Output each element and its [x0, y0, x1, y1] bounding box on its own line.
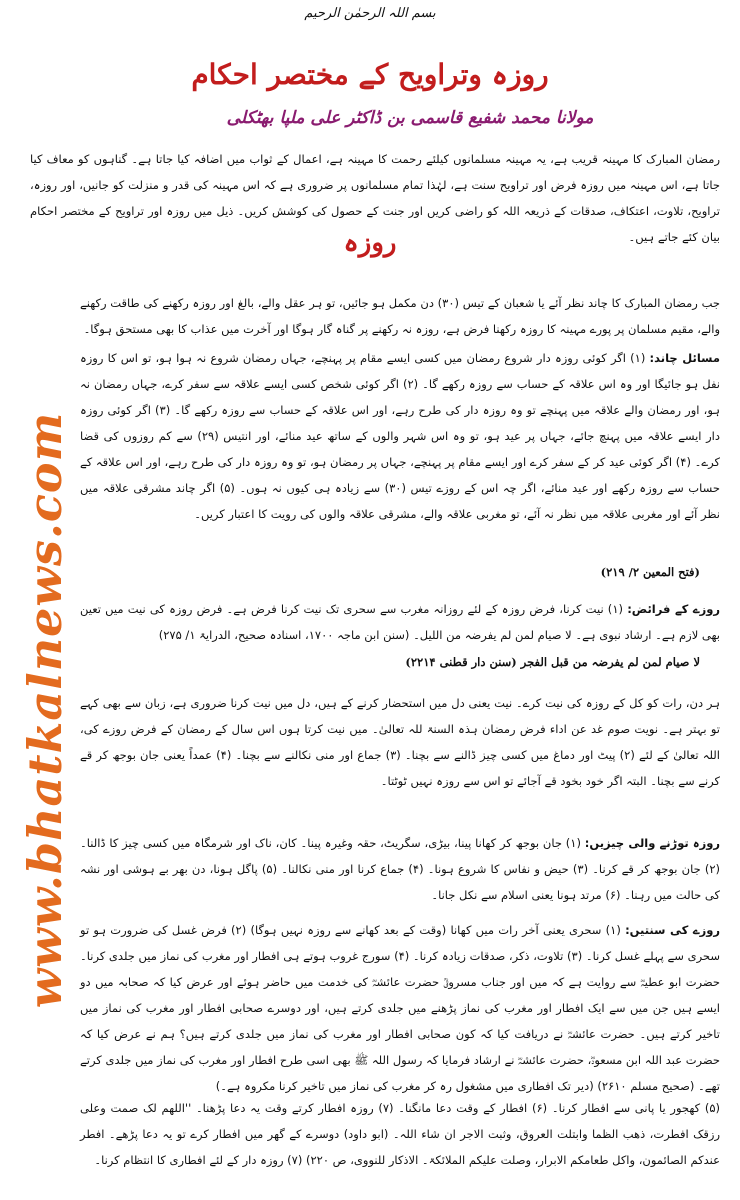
sunnahs-paragraph: [80, 917, 720, 1099]
section-heading-roza: روزہ: [343, 228, 397, 258]
invalidators-paragraph: [80, 830, 720, 908]
iftar-dua-paragraph: (۵) کھجور یا پانی سے افطار کرنا۔ (۶) افطار کے وقت دعا مانگنا۔ (۷) روزہ افطار کرتے وقت یہ دعا پڑھنا۔ ''اللھم لک صمت وعلی رزقک افطرت، ذھب الظما وابتلت العروق، وثبت الاجر ان شاء اللہ۔ (ابو داود) دوسرے کے گھر میں افطار کرے تو یہ دعا پڑھے۔ افطر عندکم الصائمون، واکل طعامکم الابرار، وصلت علیکم الملائکۃ۔ الاذکار للنووی، ص ۲۲۰) (۷) روزہ دار کے لئے افطاری کا انتظام کرنا۔: [80, 1101, 720, 1167]
moon-rulings-text: (۱) اگر کوئی روزہ دار شروع رمضان میں کسی ایسے مقام پر پہنچے، جہاں رمضان شروع نہ ہوا ہو، تو اس کا روزہ نفل ہو جائیگا اور وہ اس علاقہ کے حساب سے روزہ رکھے گا۔ (۲) اگر کوئی شخص کسی ایسے علاقہ سے سفر کرے، جہاں رمضان نہ ہو، اور رمضان والے علاقہ میں پہنچے تو وہ روزہ دار کی طرح رہے، اور اس علاقہ کے حساب سے روزہ رکھے گا۔ (۳) اگر کوئی روزہ دار ایسے علاقہ میں پہنچ جائے، جہاں پر عید ہو، تو وہ اس شہر والوں کے ساتھ عید منائے، اور انتیس (۲۹) سے کم روزوں کی قضا کرے۔ (۴) اگر کوئی عید کر کے سفر کرے اور ایسے مقام پر پہنچے، جہاں پر رمضان ہو، تو وہ روزہ دار کی طرح رہے، اور اس علاقہ کے حساب سے روزہ رکھے اور عید منائے، اگر چہ اس کے روزے تیس (۳۰) سے زیادہ ہی کیوں نہ ہوں۔ (۵) اگر چاند مشرقی علاقہ میں نظر آئے اور مغربی علاقہ میں نظر نہ آئے، تو مغربی علاقہ والے، مشرقی علاقہ والوں کی رویت کا اعتبار کریں۔: [80, 351, 721, 521]
intro-paragraph: رمضان المبارک کا مہینہ قریب ہے، یہ مہینہ مسلمانوں کیلئے رحمت کا مہینہ ہے، اعمال کے ثواب میں اضافہ کیا جاتا ہے۔ گناہوں کو معاف کیا جاتا ہے، اس مہینہ میں روزہ فرض اور تراویح سنت ہے، لہٰذا تمام مسلمانوں پر ضروری ہے کہ اس مہینہ کی قدر و منزلت کو جانیں، اور روزہ، تراویح، تلاوت، اعتکاف، صدقات کے ذریعہ اللہ کو راضی کریں اور جنت کے حصول کی کوشش کریں۔ ذیل میں روزہ اور تراویح کے مختصر احکام بیان کئے جاتے ہیں۔: [30, 152, 720, 244]
invalidators-text: (۱) جان بوجھ کر کھانا پینا، بیڑی، سگریٹ، حقہ وغیرہ پینا۔ کان، ناک اور شرمگاہ میں کسی چیز کا ڈالنا۔ (۲) جان بوجھ کر قے کرنا۔ (۳) حیض و نفاس کا شروع ہونا۔ (۴) جماع کرنا اور منی نکالنا۔ (۵) پاگل ہونا، دن بھر بے ہوشی اور نشہ کی حالت میں رہنا۔ (۶) مرتد ہونا یعنی اسلام سے نکل جانا۔: [80, 836, 721, 902]
sunnahs-text: (۱) سحری یعنی آخر رات میں کھانا (وقت کے بعد کھانے سے روزہ نہیں ہوگا) (۲) فرض غسل کی ضرورت ہو تو سحری سے پہلے غسل کرنا۔ (۳) تلاوت، ذکر، صدقات زیادہ کرنا۔ (۴) سورج غروب ہوتے ہی افطار اور مغرب کی نماز میں جلدی کرنا۔ حضرت ابو عطیہؓ سے روایت ہے کہ میں اور جناب مسروقؒ حضرت عائشہؓ کی خدمت میں حاضر ہوئے اور عرض کیا کہ صحابہ میں دو ایسے ہیں جن میں سے ایک افطار اور مغرب کی نماز پڑھنے میں جلدی کرتے ہیں، اور دوسرے صحابی افطار اور مغرب کی نماز میں تاخیر کرتے ہیں۔ حضرت عائشہؓ نے دریافت کیا کہ کون صحابی افطار اور مغرب کی نماز میں جلدی کرتے ہیں؟ ہم نے عرض کیا کہ حضرت عبد اللہ ابن مسعودؓ، حضرت عائشہؓ نے ارشاد فرمایا کہ رسول اللہ ﷺ بھی اسی طرح افطار اور مغرب کی نماز میں جلدی کرتے تھے۔ (صحیح مسلم ۲۶۱۰) (دیر تک افطاری میں مشغول رہ کر مغرب کی نماز میں تاخیر کرنا مکروہ ہے۔): [80, 923, 720, 1093]
obligation-paragraph: جب رمضان المبارک کا چاند نظر آئے یا شعبان کے تیس (۳۰) دن مکمل ہو جائیں، تو ہر عقل والے، بالغ اور روزہ رکھنے کی طاقت رکھنے والے، مقیم مسلمان پر پورے مہینہ کا روزہ رکھنا فرض ہے، روزہ نہ رکھنے پر گناہ گار ہوگا اور آخرت میں عذاب کا بھی مستحق ہوگا۔: [80, 296, 720, 336]
fasting-obligations-paragraph: [80, 596, 720, 648]
author-byline: مولانا محمد شفیع قاسمی بن ڈاکٹر علی ملپا بھٹکلی: [226, 108, 594, 128]
fasting-obligations-text: (۱) نیت کرنا، فرض روزہ کے لئے روزانہ مغرب سے سحری تک نیت کرنا فرض ہے۔ فرض روزہ کی نیت میں تعین بھی لازم ہے۔ ارشاد نبوی ہے۔ لا صیام لمن لم یفرضہ من اللیل۔ (سنن ابن ماجہ ۱۷۰۰، اسنادہ صحیح، الدرایۃ ۱/ ۲۷۵): [80, 602, 720, 642]
fasting-obligations-heading: روزے کے فرائض:: [627, 602, 721, 616]
reference-fath-al-muin: (فتح المعین ۲/ ۲۱۹): [600, 565, 700, 579]
sunnahs-heading: روزے کی سنتیں:: [625, 923, 721, 937]
bismillah-heading: بسم اللہ الرحمٰن الرحیم: [304, 6, 436, 21]
site-watermark: www.bhatkalnews.com: [18, 411, 72, 1009]
moon-rulings-paragraph: [80, 345, 720, 527]
article-title: روزہ وتراویح کے مختصر احکام: [191, 58, 549, 91]
moon-rulings-heading: مسائل چاند:: [649, 351, 720, 365]
intention-paragraph: ہر دن، رات کو کل کے روزہ کی نیت کرے۔ نیت یعنی دل میں استحضار کرنے کے ہیں، دل میں نیت کرنا ضروری ہے، زبان سے بھی کہے تو بہتر ہے۔ نویت صوم غد عن اداء فرض رمضان ہذہ السنۃ للہ تعالیٰ۔ میں نیت کرتا ہوں اس سال کے رمضان کے فرض روزے کی، اللہ تعالیٰ کے لئے (۲) پیٹ اور دماغ میں کسی چیز ڈالنے سے بچنا۔ (۳) جماع اور منی نکالنے سے بچنا۔ (۴) عمداً یعنی جان بوجھ کر قے کرنے سے بچنا۔ البتہ اگر خود بخود قے آجائے تو اس سے روزہ نہیں ٹوٹتا۔: [80, 696, 720, 788]
reference-daraqutni: لا صیام لمن لم یفرضہ من قبل الفجر (سنن دار قطنی ۲۲۱۴): [405, 655, 700, 669]
invalidators-heading: روزہ توڑنے والی چیزیں:: [584, 836, 721, 850]
